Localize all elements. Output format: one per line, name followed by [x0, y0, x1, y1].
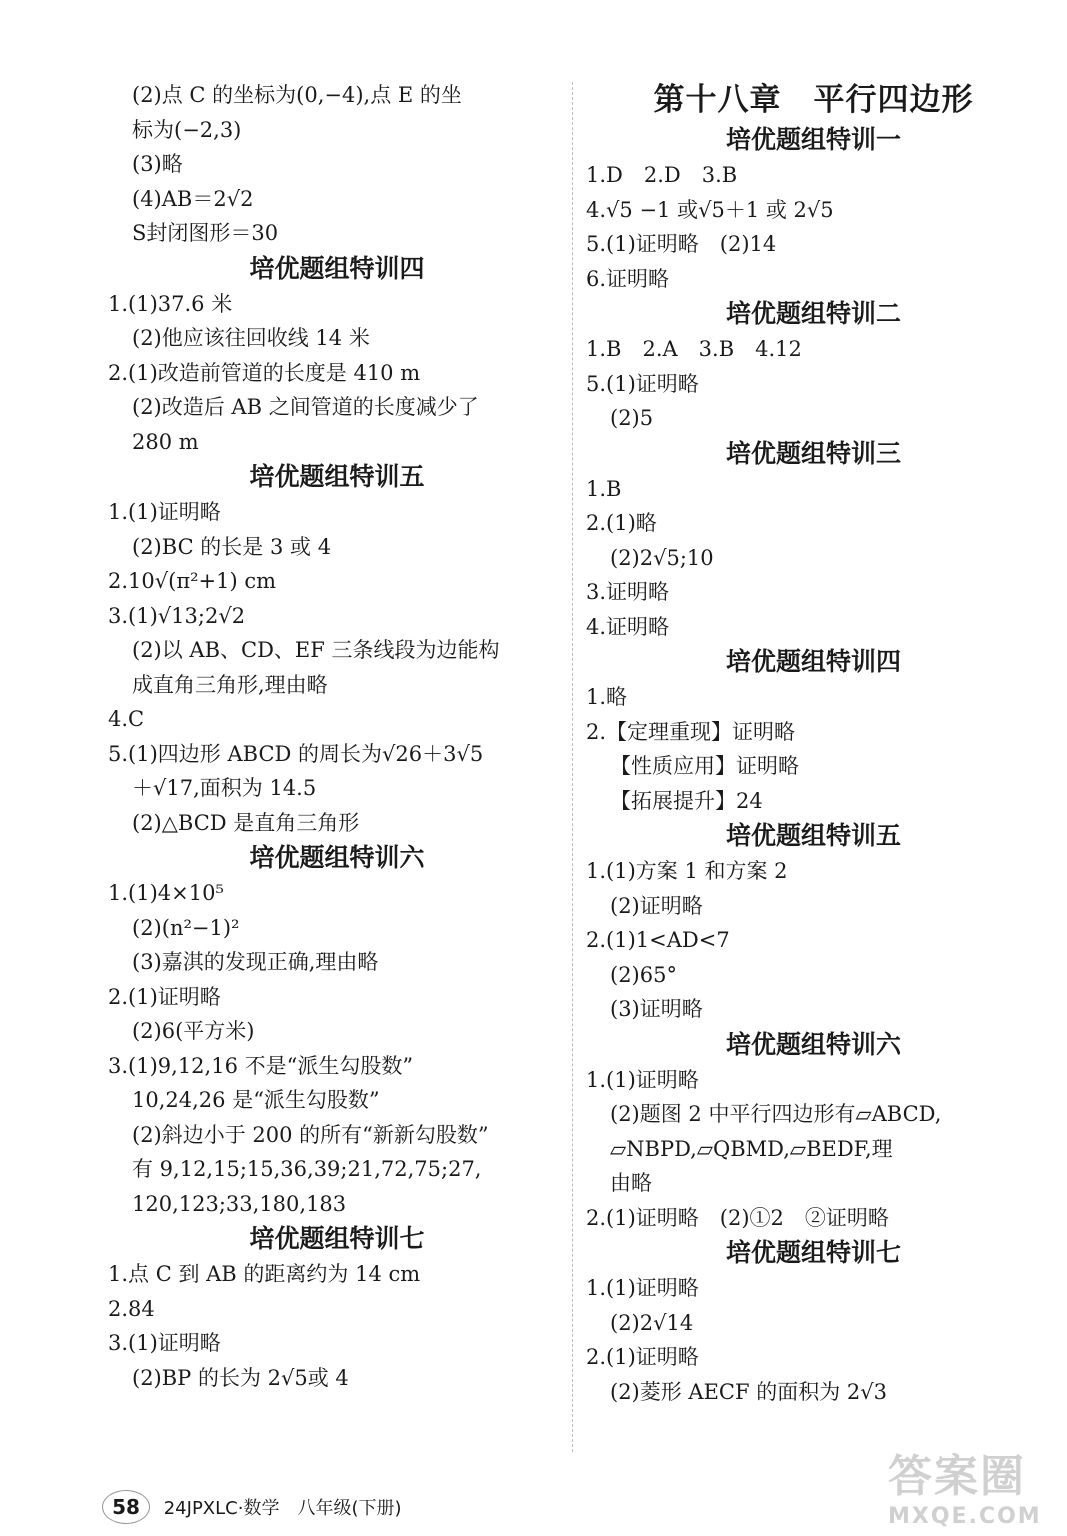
answer-line: (2)BP 的长为 2√5或 4 — [132, 1365, 349, 1390]
answer-line: 2.(1)证明略 — [108, 984, 221, 1009]
answer-line: 3.(1)√13;2√2 — [108, 603, 246, 628]
answer-line: (2)题图 2 中平行四边形有▱ABCD, — [610, 1102, 942, 1126]
answer-line: 5.(1)证明略 — [586, 371, 699, 396]
section-heading: 培优题组特训六 — [249, 843, 425, 872]
answer-line: 280 m — [132, 429, 199, 454]
section-heading: 培优题组特训一 — [725, 125, 901, 154]
answer-line: (2)证明略 — [610, 893, 703, 918]
right-column — [586, 78, 1041, 1409]
page-footer — [102, 1490, 402, 1524]
answer-line: ＋√17,面积为 14.5 — [132, 776, 317, 800]
answer-line: (2)他应该往回收线 14 米 — [132, 326, 370, 350]
answer-line: 5.(1)证明略 (2)14 — [586, 232, 777, 256]
answer-line: (2)△BCD 是直角三角形 — [132, 810, 360, 835]
answer-line: 1.(1)4×10⁵ — [108, 881, 224, 905]
answer-line: 1.略 — [586, 685, 628, 709]
answer-line: (2)65° — [610, 962, 677, 987]
answer-line: 成直角三角形,理由略 — [132, 672, 328, 697]
answer-line: 2.84 — [108, 1296, 155, 1321]
answer-line: (2)点 C 的坐标为(0,−4),点 E 的坐 — [132, 83, 462, 107]
answer-line: (2)5 — [610, 406, 654, 430]
column-divider — [572, 82, 573, 1452]
answer-line: 5.(1)四边形 ABCD 的周长为√26＋3√5 — [108, 741, 484, 766]
answer-line: (2)以 AB、CD、EF 三条线段为边能构 — [132, 638, 500, 662]
answer-line: (2)(n²−1)² — [132, 915, 240, 940]
answer-line: 由略 — [610, 1171, 652, 1195]
watermark-logo — [888, 1440, 1058, 1530]
watermark-url: MXQE.COM — [888, 1504, 1042, 1529]
answer-line: 4.证明略 — [586, 614, 670, 639]
answer-line: 3.证明略 — [586, 580, 670, 604]
answer-line: 6.证明略 — [586, 266, 670, 291]
answer-line: 10,24,26 是“派生勾股数” — [132, 1088, 380, 1112]
answer-line: 【性质应用】证明略 — [610, 754, 799, 778]
page-number: 58 — [102, 1490, 150, 1524]
answer-line: (4)AB＝2√2 — [132, 186, 254, 211]
watermark-title: 答案圈 — [888, 1451, 1026, 1502]
section-heading: 培优题组特训三 — [725, 438, 901, 468]
answer-line: 1.(1)方案 1 和方案 2 — [586, 859, 788, 883]
answer-line: 【拓展提升】24 — [610, 788, 763, 813]
answer-line: 3.(1)证明略 — [108, 1331, 221, 1355]
section-heading: 培优题组特训四 — [249, 253, 425, 283]
book-code: 24JPXLC·数学 八年级(下册) — [163, 1498, 402, 1519]
answer-line: (2)BC 的长是 3 或 4 — [132, 534, 332, 559]
answer-line: (2)6(平方米) — [132, 1019, 255, 1043]
section-heading: 培优题组特训七 — [725, 1238, 901, 1267]
answer-line: 1.B — [586, 476, 622, 501]
answer-line: 4.√5 −1 或√5＋1 或 2√5 — [586, 197, 834, 222]
left-column — [108, 78, 566, 1395]
section-heading: 培优题组特训四 — [725, 647, 901, 676]
answer-line: 标为(−2,3) — [132, 117, 242, 142]
answer-line: 2.(1)略 — [586, 511, 657, 535]
answer-line: 2.(1)改造前管道的长度是 410 m — [108, 360, 421, 385]
section-heading: 培优题组特训二 — [725, 299, 901, 328]
answer-line: 2.(1)证明略 — [586, 1345, 699, 1369]
answer-line: 1.点 C 到 AB 的距离约为 14 cm — [108, 1262, 421, 1286]
answer-line: 2.(1)证明略 (2)①2 ②证明略 — [586, 1205, 889, 1230]
answer-line: (3)证明略 — [610, 997, 703, 1021]
answer-line: 1.(1)37.6 米 — [108, 291, 233, 316]
answer-line: (3)略 — [132, 152, 183, 176]
answer-line: (2)2√14 — [610, 1310, 694, 1335]
answer-line: 2.【定理重现】证明略 — [586, 719, 796, 744]
answer-line: 有 9,12,15;15,36,39;21,72,75;27, — [132, 1157, 482, 1181]
answer-line: (2)2√5;10 — [610, 545, 714, 570]
answer-line: S封闭图形＝30 — [132, 221, 279, 245]
answer-line: 1.(1)证明略 — [586, 1067, 699, 1092]
section-heading: 培优题组特训七 — [249, 1224, 425, 1253]
section-heading: 培优题组特训五 — [249, 462, 425, 491]
answer-line: (2)菱形 AECF 的面积为 2√3 — [610, 1379, 888, 1404]
answer-line: 1.B 2.A 3.B 4.12 — [586, 337, 802, 361]
answer-line: 120,123;33,180,183 — [132, 1191, 347, 1216]
chapter-title: 第十八章 平行四边形 — [653, 82, 974, 118]
answer-line: 1.(1)证明略 — [586, 1276, 699, 1300]
answer-line: (2)斜边小于 200 的所有“新新勾股数” — [132, 1122, 489, 1147]
section-heading: 培优题组特训六 — [725, 1029, 901, 1059]
answer-line: 3.(1)9,12,16 不是“派生勾股数” — [108, 1053, 414, 1078]
answer-line: 4.C — [108, 707, 145, 731]
answer-line: 1.(1)证明略 — [108, 500, 221, 524]
answer-line: 1.D 2.D 3.B — [586, 163, 738, 187]
answer-line: 2.10√(π²+1) cm — [108, 569, 277, 593]
section-heading: 培优题组特训五 — [725, 821, 901, 850]
answer-line: (2)改造后 AB 之间管道的长度减少了 — [132, 395, 479, 419]
answer-line: (3)嘉淇的发现正确,理由略 — [132, 950, 379, 974]
answer-line: ▱NBPD,▱QBMD,▱BEDF,理 — [610, 1136, 893, 1161]
answer-line: 2.(1)1<AD<7 — [586, 928, 730, 952]
